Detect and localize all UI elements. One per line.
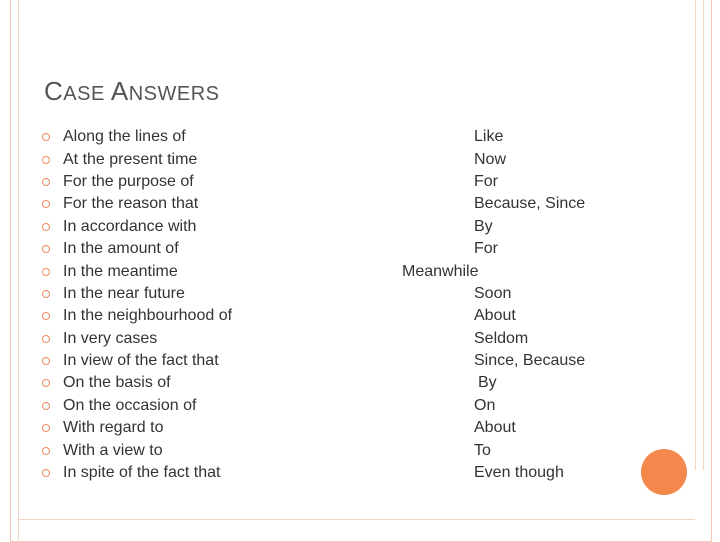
slide-title <box>44 76 220 107</box>
answer-item <box>400 193 585 215</box>
phrase-text: In view of the fact that <box>63 352 219 370</box>
answer-text: Soon <box>474 284 512 302</box>
bullet-icon <box>42 200 50 208</box>
phrase-item <box>42 439 232 461</box>
bullet-icon <box>42 290 50 298</box>
answer-item <box>400 171 585 193</box>
frame-line-right-outer <box>703 0 704 470</box>
phrase-text: In the near future <box>63 284 185 302</box>
decorative-circle <box>641 449 687 495</box>
answer-item <box>400 260 585 282</box>
answer-list <box>400 126 585 484</box>
answer-text: Even though <box>474 464 564 482</box>
phrase-text: With regard to <box>63 419 164 437</box>
phrase-text: Along the lines of <box>63 128 186 146</box>
title-rest-1: ASE <box>63 83 111 105</box>
answer-text: Because, Since <box>474 195 586 213</box>
phrase-item <box>42 328 232 350</box>
bullet-icon <box>42 268 50 276</box>
answer-item <box>400 417 585 439</box>
bullet-icon <box>42 178 50 186</box>
phrase-item <box>42 126 232 148</box>
phrase-text: At the present time <box>63 150 198 168</box>
answer-text: To <box>474 441 491 459</box>
phrase-item <box>42 395 232 417</box>
answer-item <box>400 216 585 238</box>
answer-item <box>400 350 585 372</box>
answer-text: For <box>474 240 498 258</box>
frame-line-right <box>695 0 696 470</box>
answer-text: On <box>474 396 496 414</box>
answer-text: Like <box>474 128 504 146</box>
answer-item <box>400 148 585 170</box>
answer-item <box>400 305 585 327</box>
bullet-icon <box>42 357 50 365</box>
bullet-icon <box>42 402 50 410</box>
phrase-text: For the reason that <box>63 195 199 213</box>
phrase-list <box>42 126 232 484</box>
phrase-item <box>42 417 232 439</box>
phrase-item <box>42 148 232 170</box>
answer-item <box>400 283 585 305</box>
bullet-icon <box>42 245 50 253</box>
answer-item <box>400 238 585 260</box>
answer-item <box>400 395 585 417</box>
frame-line-bottom <box>18 519 695 520</box>
phrase-text: In the meantime <box>63 262 178 280</box>
title-initial-1: C <box>44 76 64 106</box>
bullet-icon <box>42 335 50 343</box>
title-rest-2: NSWERS <box>128 83 220 105</box>
phrase-text: In the neighbourhood of <box>63 307 233 325</box>
phrase-text: In very cases <box>63 329 158 347</box>
answer-text: About <box>474 419 516 437</box>
bullet-icon <box>42 156 50 164</box>
phrase-text: In spite of the fact that <box>63 464 221 482</box>
phrase-item <box>42 193 232 215</box>
phrase-text: For the purpose of <box>63 172 194 190</box>
answer-item <box>400 372 585 394</box>
answer-text: For <box>474 172 498 190</box>
phrase-text: In accordance with <box>63 217 197 235</box>
phrase-item <box>42 171 232 193</box>
answer-item <box>400 439 585 461</box>
answer-item <box>400 126 585 148</box>
phrase-item <box>42 216 232 238</box>
phrase-item <box>42 283 232 305</box>
answer-text: Seldom <box>474 329 529 347</box>
bullet-icon <box>42 447 50 455</box>
answer-text: Meanwhile <box>402 262 479 280</box>
phrase-item <box>42 305 232 327</box>
phrase-item <box>42 260 232 282</box>
answer-item <box>400 328 585 350</box>
phrase-item <box>42 462 232 484</box>
answer-text: Now <box>474 150 507 168</box>
answer-text: By <box>474 217 493 235</box>
bullet-icon <box>42 223 50 231</box>
bullet-icon <box>42 379 50 387</box>
answer-text: By <box>478 374 497 392</box>
bullet-icon <box>42 133 50 141</box>
bullet-icon <box>42 312 50 320</box>
frame-line-left <box>18 0 19 540</box>
bullet-icon <box>42 424 50 432</box>
phrase-item <box>42 372 232 394</box>
phrase-text: On the occasion of <box>63 396 197 414</box>
phrase-item <box>42 350 232 372</box>
phrase-text: On the basis of <box>63 374 171 392</box>
phrase-text: With a view to <box>63 441 163 459</box>
phrase-item <box>42 238 232 260</box>
answer-text: Since, Because <box>474 352 586 370</box>
title-initial-2: A <box>110 76 129 106</box>
bullet-icon <box>42 469 50 477</box>
answer-item <box>400 462 585 484</box>
phrase-text: In the amount of <box>63 240 179 258</box>
answer-text: About <box>474 307 516 325</box>
